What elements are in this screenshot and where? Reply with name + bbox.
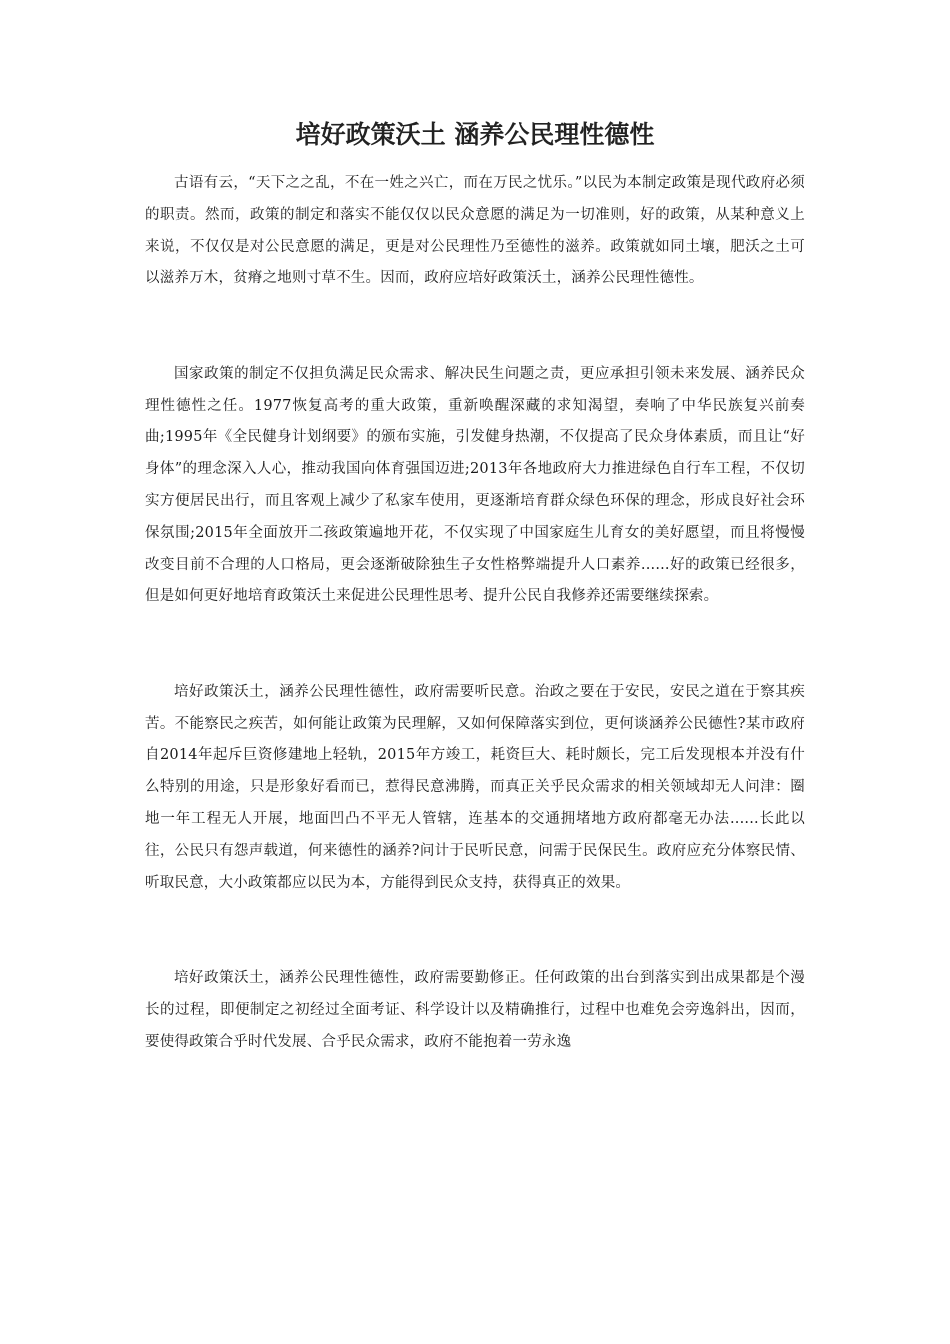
document-title: 培好政策沃土 涵养公民理性德性 — [295, 120, 655, 149]
paragraph-intro: 古语有云，“天下之之乱，不在一姓之兴亡，而在万民之忧乐。”以民为本制定政策是现代政府必须的职责。然而，政策的制定和落实不能仅仅以民众意愿的满足为一切准则，好的政策，从某种意义上来说，不仅仅是对公民意愿的满足，更是对公民理性乃至德性的滋养。政策就如同土壤，肥沃之土可以滋养万木，贫瘠之地则寸草不生。因而，政府应培好政策沃土，涵养公民理性德性。 — [145, 175, 805, 287]
paragraph-policy-examples: 国家政策的制定不仅担负满足民众需求、解决民生问题之责，更应承担引领未来发展、涵养民众理性德性之任。1977恢复高考的重大政策，重新唤醒深藏的求知渴望，奏响了中华民族复兴前奏曲;1995年《全民健身计划纲要》的颁布实施，引发健身热潮，不仅提高了民众身体素质，而且让“好身体”的理念深入人心，推动我国向体育强国迈进;2013年各地政府大力推进绿色自行车工程，不仅切实方便居民出行，而且客观上减少了私家车使用，更逐渐培育群众绿色环保的理念，形成良好社会环保氛围;2015年全面放开二孩政策遍地开花，不仅实现了中国家庭生儿育女的美好愿望，而且将慢慢改变目前不合理的人口格局，更会逐渐破除独生子女性格弊端提升人口素养......好的政策已经很多，但是如何更好地培育政策沃土来促进公民理性思考、提升公民自我修养还需要继续探索。 — [145, 365, 805, 605]
document-body — [145, 168, 805, 1122]
paragraph-revise-policy: 培好政策沃土，涵养公民理性德性，政府需要勤修正。任何政策的出台到落实到出成果都是个漫长的过程，即便制定之初经过全面考证、科学设计以及精确推行，过程中也难免会旁逸斜出，因而，要使得政策合乎时代发展、合乎民众需求，政府不能抱着一劳永逸 — [145, 969, 805, 1050]
paragraph-listen-to-public: 培好政策沃土，涵养公民理性德性，政府需要听民意。治政之要在于安民，安民之道在于察其疾苦。不能察民之疾苦，如何能让政策为民理解，又如何保障落实到位，更何谈涵养公民德性?某市政府自2014年起斥巨资修建地上轻轨，2015年方竣工，耗资巨大、耗时颇长，完工后发现根本并没有什么特别的用途，只是形象好看而已，惹得民意沸腾，而真正关乎民众需求的相关领域却无人问津：圈地一年工程无人开展，地面凹凸不平无人管辖，连基本的交通拥堵地方政府都毫无办法......长此以往，公民只有怨声载道，何来德性的涵养?问计于民听民意，问需于民保民生。政府应充分体察民情、听取民意，大小政策都应以民为本，方能得到民众支持，获得真正的效果。 — [145, 683, 805, 891]
